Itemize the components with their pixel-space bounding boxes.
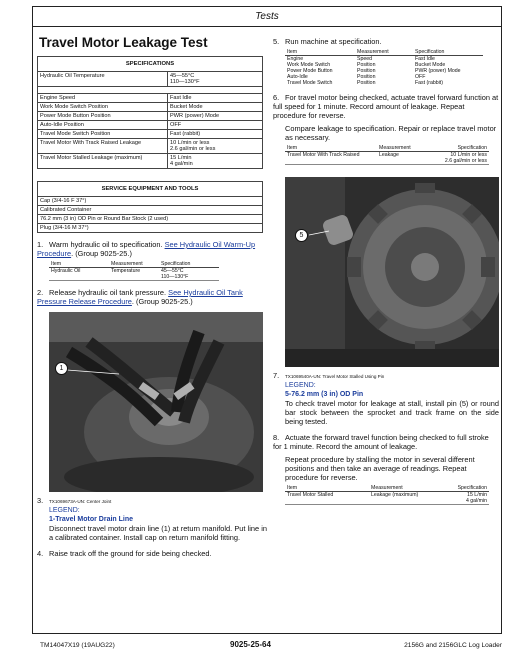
right-column [273, 31, 499, 505]
step-text: Run machine at specification. [285, 37, 382, 46]
tank-pressure-release-link[interactable]: See Hydraulic Oil Tank Pressure Release Procedure [37, 288, 243, 306]
spec-label: Power Mode Button Position [38, 112, 168, 121]
step-text: Warm hydraulic oil to specification. [49, 240, 163, 249]
col-measurement: Measurement [109, 261, 159, 268]
cell: Temperature [109, 268, 159, 281]
spec-row [38, 121, 263, 130]
travel-motor-pin-photo [285, 177, 499, 367]
cell: Travel Motor With Track Raised [285, 152, 377, 165]
cell: Power Mode Button [287, 68, 333, 74]
spec-row [38, 130, 263, 139]
spec-label: Travel Mode Switch Position [38, 130, 168, 139]
col-item: Item [285, 145, 377, 152]
col-spec: Specification [429, 485, 489, 492]
footer-doc-id: TM14047X19 (19AUG22) [40, 642, 115, 649]
cell: Work Mode Switch [287, 62, 331, 68]
spec-row [38, 72, 263, 87]
tool-name: Cap (3/4-16 F 37°) [38, 197, 263, 206]
spec-label: Hydraulic Oil Temperature [38, 72, 168, 87]
step-suffix: . (Group 9025-25.) [131, 297, 193, 306]
step-2 [37, 288, 267, 306]
cell: 45—55°C 110—130°F [159, 268, 219, 281]
step-8-table [285, 485, 489, 505]
footer-page-number: 9025-25-64 [230, 640, 271, 649]
cell: Bucket Mode [415, 62, 446, 68]
cell: Travel Mode Switch [287, 80, 333, 86]
col-item: Item [49, 261, 109, 268]
sprocket-illustration [285, 177, 499, 367]
step-number: 5. [273, 37, 280, 46]
cell: Position [357, 68, 376, 74]
spec-value: Fast Idle [168, 94, 263, 103]
tool-row [38, 224, 263, 233]
step-number: 8. [273, 433, 280, 442]
step-6 [273, 93, 499, 142]
tool-name: Plug (3/4-16 M 37°) [38, 224, 263, 233]
step-5-table [285, 49, 483, 86]
figure-caption: TX1069673A-UN: Center Joint [49, 499, 112, 504]
step-suffix: . (Group 9025-25.) [71, 249, 132, 258]
step-number: 1. [37, 240, 44, 249]
step-text: Release hydraulic oil tank pressure. [49, 288, 167, 297]
cell: Travel Motor Stalled [285, 492, 369, 505]
cell: Hydraulic Oil [49, 268, 109, 281]
cell: Leakage (maximum) [369, 492, 429, 505]
legend-heading: LEGEND: [49, 507, 80, 514]
legend-item: 5-76.2 mm (3 in) OD Pin [285, 391, 364, 398]
step-8 [273, 433, 499, 482]
callout-5: 5 [295, 229, 308, 242]
callout-1: 1 [55, 362, 68, 375]
specifications-heading: SPECIFICATIONS [38, 57, 263, 72]
step-number: 7. [273, 371, 280, 380]
step-number: 6. [273, 93, 280, 102]
cell: Speed [357, 56, 373, 62]
tool-name: Calibrated Container [38, 206, 263, 215]
cell: 10 L/min or less 2.6 gal/min or less [425, 152, 489, 165]
step-text: Disconnect travel motor drain line (1) at return manifold. Put line in a calibrated container. Install cap on return manifold fitting. [49, 524, 267, 542]
step-number: 4. [37, 549, 44, 558]
cell: Leakage [377, 152, 425, 165]
spec-row [38, 94, 263, 103]
col-spec: Specification [425, 145, 489, 152]
spec-label: Travel Motor With Track Raised Leakage [38, 139, 168, 154]
page-footer [40, 640, 502, 654]
cell: Fast Idle [415, 56, 435, 62]
col-measurement: Measurement [377, 145, 425, 152]
table-row [285, 80, 483, 86]
spec-row [38, 154, 263, 169]
col-item: Item [285, 49, 355, 56]
step-text-2: Compare leakage to specification. Repair or replace travel motor as necessary. [285, 124, 497, 142]
cell: Position [357, 80, 376, 86]
specifications-table [37, 56, 263, 169]
spec-value: Fast (rabbit) [168, 130, 263, 139]
tools-heading: SERVICE EQUIPMENT AND TOOLS [38, 182, 263, 197]
warm-up-procedure-link[interactable]: See Hydraulic Oil Warm-Up Procedure [37, 240, 256, 258]
tool-row [38, 206, 263, 215]
spec-label: Work Mode Switch Position [38, 103, 168, 112]
col-measurement: Measurement [355, 49, 413, 56]
tool-row [38, 215, 263, 224]
step-4 [37, 549, 267, 558]
cell: Position [357, 62, 376, 68]
step-text: To check travel motor for leakage at stall, install pin (5) or round bar stock between the sprocket and track frame on the side being tested. [285, 399, 499, 426]
spec-label: Travel Motor Stalled Leakage (maximum) [38, 154, 168, 169]
step-text: Raise track off the ground for side being checked. [49, 549, 212, 558]
footer-product: 2156G and 2156GLC Log Loader [404, 642, 502, 649]
legend-heading: LEGEND: [285, 382, 316, 389]
col-item: Item [285, 485, 369, 492]
section-header: Tests [33, 7, 501, 27]
spec-row [38, 103, 263, 112]
step-number: 2. [37, 288, 44, 297]
col-spec: Specification [413, 49, 483, 56]
step-7 [273, 371, 499, 426]
cell: Position [357, 74, 376, 80]
figure-caption: TX1069540A-UN: Travel Motor Stalled Using Pin [285, 374, 385, 379]
step-1-table [49, 261, 219, 281]
cell: Fast (rabbit) [415, 80, 443, 86]
tool-name: 76.2 mm (3 in) OD Pin or Round Bar Stock (2 used) [38, 215, 263, 224]
step-1 [37, 240, 267, 258]
step-6-table [285, 145, 489, 165]
page-frame [32, 6, 502, 634]
tools-table [37, 181, 263, 233]
spec-value: 15 L/min 4 gal/min [168, 154, 263, 169]
cell: Auto-Idle [287, 74, 308, 80]
center-joint-photo [49, 312, 263, 492]
step-text: For travel motor being checked, actuate travel forward function at full speed for 1 minute. Record amount of leakage. Repeat procedure for reverse. [273, 93, 499, 120]
step-5 [273, 37, 499, 46]
col-spec: Specification [159, 261, 219, 268]
spacer [38, 87, 263, 94]
cell: Engine [287, 56, 304, 62]
spec-value: 10 L/min or less 2.6 gal/min or less [168, 139, 263, 154]
step-3 [37, 496, 267, 542]
cell: PWR (power) Mode [415, 68, 461, 74]
spacer-row [38, 87, 263, 94]
step-number: 3. [37, 496, 44, 505]
spec-label: Engine Speed [38, 94, 168, 103]
page-title: Travel Motor Leakage Test [39, 35, 208, 50]
legend-item: 1-Travel Motor Drain Line [49, 516, 134, 523]
left-column [37, 31, 267, 558]
spec-row [38, 139, 263, 154]
spec-value: 45—55°C 110—130°F [168, 72, 263, 87]
tool-row [38, 197, 263, 206]
spec-value: OFF [168, 121, 263, 130]
cell: 15 L/min 4 gal/min [429, 492, 489, 505]
spec-value: PWR (power) Mode [168, 112, 263, 121]
spec-label: Auto-Idle Position [38, 121, 168, 130]
col-measurement: Measurement [369, 485, 429, 492]
step-text-2: Repeat procedure by stalling the motor in several different positions and then take an average of readings. Repeat procedure for reverse. [285, 455, 475, 482]
spec-row [38, 112, 263, 121]
center-joint-illustration [49, 312, 263, 492]
spec-value: Bucket Mode [168, 103, 263, 112]
step-text: Actuate the forward travel function being checked to full stroke for 1 minute. Record the amount of leakage. [273, 433, 489, 451]
cell: OFF [415, 74, 426, 80]
